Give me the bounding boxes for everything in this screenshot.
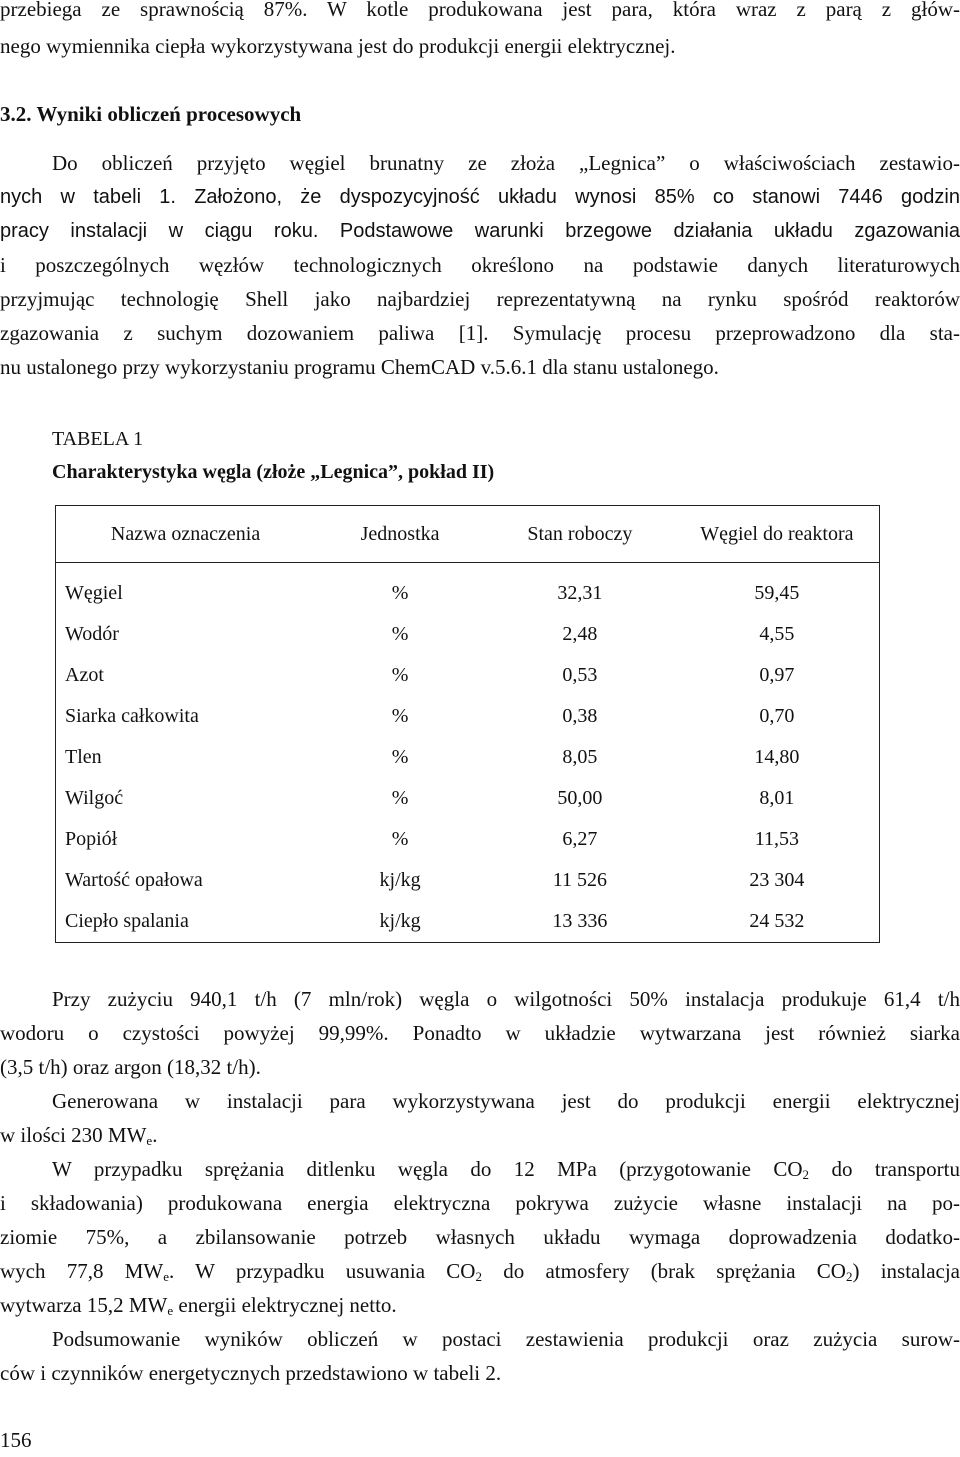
paragraph-line: Do obliczeń przyjęto węgiel brunatny ze złoża „Legnica” o właściwościach zestawio- [52,151,960,175]
table-cell: Popiół [65,828,118,850]
paragraph-line: Generowana w instalacji para wykorzystywana jest do produkcji energii elektrycznej [52,1089,960,1113]
table-row [56,778,880,819]
table-cell: 8,01 [759,787,795,809]
table-cell: % [391,828,409,850]
column-header: Węgiel do reaktora [675,506,880,563]
paragraph-line: zgazowania z suchym dozowaniem paliwa [1]. Symulację procesu przeprowadzono dla sta- [0,321,960,345]
paragraph-line: wodoru o czystości powyżej 99,99%. Ponadto w układzie wytwarzana jest również siarka [0,1021,960,1045]
table-cell: 0,38 [562,705,598,727]
paragraph-line: nu ustalonego przy wykorzystaniu programu ChemCAD v.5.6.1 dla stanu ustalonego. [0,355,719,379]
table-row [56,614,880,655]
table-cell: Węgiel [65,582,123,604]
subscript: 2 [802,1167,810,1182]
subscript: 2 [475,1269,482,1284]
text-run: wych 77,8 MW [0,1259,164,1283]
paragraph-line: i składowania) produkowana energia elektryczna pokrywa zużycie własne instalacji na po- [0,1191,960,1215]
table-cell: 0,70 [759,705,795,727]
subscript: e [163,1269,170,1284]
table-cell: Wilgoć [65,787,124,809]
paragraph-line: i poszczególnych węzłów technologicznych określono na podstawie danych literaturowych [0,253,960,277]
table-cell: % [391,705,409,727]
text-run: . [152,1123,158,1147]
table-cell: % [391,664,409,686]
table-cell: 2,48 [562,623,598,645]
table-row [56,655,880,696]
paragraph-line: ziomie 75%, a zbilansowanie potrzeb własnych układu wymaga doprowadzenia dodatko- [0,1225,960,1249]
table-cell: 11,53 [754,828,799,850]
subscript: e [146,1133,153,1148]
table-cell: 13 336 [552,910,608,932]
text-run: . W przypadku usuwania CO [169,1259,476,1283]
table-title: Charakterystyka węgla (złoże „Legnica”, pokład II) [52,461,495,483]
table-row [56,819,880,860]
text-run: do transportu [809,1157,960,1181]
table-cell: Azot [65,664,104,686]
table-cell: Ciepło spalania [65,910,189,932]
paragraph-line: nego wymiennika ciepła wykorzystywana jest do produkcji energii elektrycznej. [0,34,676,58]
paragraph-line [0,1120,960,1150]
column-header: Jednostka [315,506,485,563]
coal-properties-table [55,505,880,943]
table-row [56,737,880,778]
table-cell: 8,05 [562,746,598,768]
table-cell: % [391,623,409,645]
table-label: TABELA 1 [52,428,144,450]
table-cell: kj/kg [379,869,421,891]
table-cell: 14,80 [754,746,800,768]
text-run: do atmosfery (brak sprężania CO [481,1259,846,1283]
paragraph-line [52,1154,960,1184]
table-cell: Wodór [65,623,119,645]
paragraph-line: ców i czynników energetycznych przedstawiono w tabeli 2. [0,1361,502,1385]
text-run: w ilości 230 MW [0,1123,147,1147]
table-cell: kj/kg [379,910,421,932]
paragraph-line: Podsumowanie wyników obliczeń w postaci zestawienia produkcji oraz zużycia surow- [52,1327,960,1351]
paragraph-line: Przy zużyciu 940,1 t/h (7 mln/rok) węgla o wilgotności 50% instalacja produkuje 61,4 t/h [52,987,960,1011]
paragraph-line [0,1256,960,1286]
column-header: Stan roboczy [485,506,675,563]
table-cell: 59,45 [754,582,800,604]
subscript: e [167,1303,174,1318]
table-cell: 23 304 [749,869,805,891]
paragraph-line: przebiega ze sprawnością 87%. W kotle produkowana jest para, która wraz z parą z głów- [0,0,960,21]
table-cell: % [391,746,409,768]
paragraph-line [0,1290,960,1320]
table-row [56,860,880,901]
table-row [56,563,880,615]
table-cell: % [391,582,409,604]
text-run: wytwarza 15,2 MW [0,1293,168,1317]
paragraph-line: przyjmując technologię Shell jako najbardziej reprezentatywną na rynku spośród reaktorów [0,287,960,311]
table-row [56,901,880,943]
text-run: ) instalacja [852,1259,960,1283]
paragraph-line: pracy instalacji w ciągu roku. Podstawowe warunki brzegowe działania układu zgazowania [0,220,960,242]
table-cell: 32,31 [557,582,603,604]
table-cell: 0,97 [759,664,795,686]
table-cell: 4,55 [759,623,795,645]
table-cell: 50,00 [557,787,603,809]
table-cell: Wartość opałowa [65,869,203,891]
section-heading: 3.2. Wyniki obliczeń procesowych [0,102,302,126]
table-cell: % [391,787,409,809]
table-header-row [56,506,880,563]
paragraph-line: nych w tabeli 1. Założono, że dyspozycyjność układu wynosi 85% co stanowi 7446 godzin [0,186,960,208]
table-cell: Tlen [65,746,102,768]
column-header: Nazwa oznaczenia [56,506,316,563]
table-cell: 0,53 [562,664,598,686]
subscript: 2 [845,1269,853,1284]
table-row [56,696,880,737]
table-cell: Siarka całkowita [65,705,199,727]
page-number: 156 [0,1428,32,1452]
text-run: energii elektrycznej netto. [173,1293,397,1317]
table-cell: 6,27 [562,828,598,850]
table-cell: 24 532 [749,910,805,932]
text-run: W przypadku sprężania ditlenku węgla do 12 MPa (przygotowanie CO [52,1157,803,1181]
paragraph-line: (3,5 t/h) oraz argon (18,32 t/h). [0,1055,261,1079]
table-cell: 11 526 [552,869,607,891]
